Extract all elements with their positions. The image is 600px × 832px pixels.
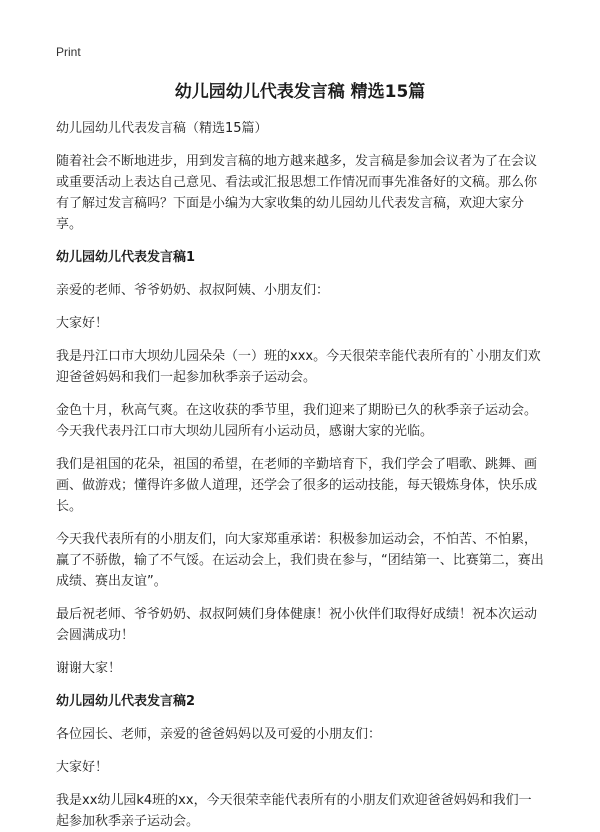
print-link[interactable]: Print <box>56 45 81 59</box>
section-2-paragraph: 我是xx幼儿园k4班的xx，今天很荣幸能代表所有的小朋友们欢迎爸爸妈妈和我们一起参加秋季亲子运动会。 <box>56 793 532 829</box>
document-subtitle: 幼儿园幼儿代表发言稿（精选15篇） <box>56 121 268 136</box>
section-1-paragraph: 今天我代表所有的小朋友们，向大家郑重承诺：积极参加运动会，不怕苦、不怕累，赢了不骄傲，输了不气馁。在运动会上，我们贵在参与，“团结第一、比赛第二，赛出成绩、赛出友谊”。 <box>56 532 544 589</box>
section-1-paragraph: 谢谢大家！ <box>56 661 122 676</box>
section-1-paragraph: 我是丹江口市大坝幼儿园朵朵（一）班的xxx。今天很荣幸能代表所有的`小朋友们欢迎爸爸妈妈和我们一起参加秋季亲子运动会。 <box>56 349 541 385</box>
section-1-paragraph: 大家好！ <box>56 316 109 331</box>
section-2-paragraph: 大家好！ <box>56 760 109 775</box>
section-1-heading: 幼儿园幼儿代表发言稿1 <box>56 250 196 265</box>
section-2-heading: 幼儿园幼儿代表发言稿2 <box>56 694 196 709</box>
section-1-paragraph: 亲爱的老师、爷爷奶奶、叔叔阿姨、小朋友们： <box>56 283 330 298</box>
section-1-paragraph: 我们是祖国的花朵，祖国的希望，在老师的辛勤培育下，我们学会了唱歌、跳舞、画画、做游戏；懂得许多做人道理，还学会了很多的运动技能，每天锻炼身体，快乐成长。 <box>56 457 538 514</box>
intro-paragraph: 随着社会不断地进步，用到发言稿的地方越来越多，发言稿是参加会议者为了在会议或重要活动上表达自己意见、看法或汇报思想工作情况而事先准备好的文稿。那么你有了解过发言稿吗？下面是小编为大家收集的幼儿园幼儿代表发言稿，欢迎大家分享。 <box>56 154 538 232</box>
section-2-paragraph: 各位园长、老师，亲爱的爸爸妈妈以及可爱的小朋友们： <box>56 727 382 742</box>
section-1-paragraph: 最后祝老师、爷爷奶奶、叔叔阿姨们身体健康！祝小伙伴们取得好成绩！祝本次运动会圆满成功！ <box>56 607 538 643</box>
document-title: 幼儿园幼儿代表发言稿 精选15篇 <box>174 82 426 102</box>
section-1-paragraph: 金色十月，秋高气爽。在这收获的季节里，我们迎来了期盼已久的秋季亲子运动会。今天我代表丹江口市大坝幼儿园所有小运动员，感谢大家的光临。 <box>56 403 538 439</box>
